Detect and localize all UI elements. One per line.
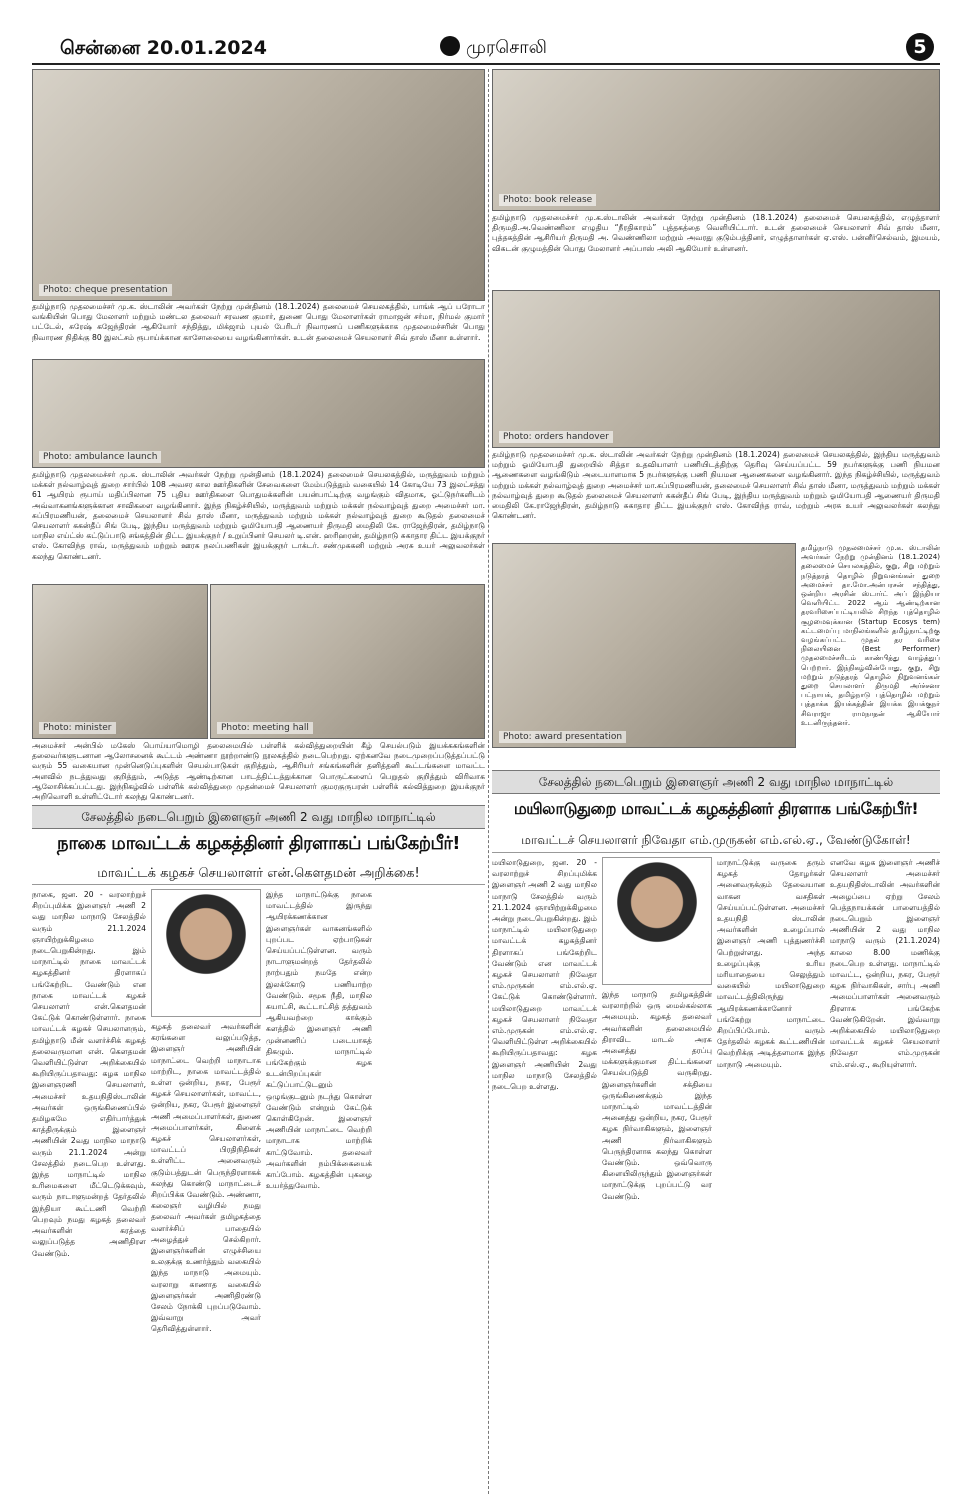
left-story-column-1: நாகை, ஜன. 20 - வரலாற்றுச் சிறப்புமிக்க இளைஞர் அணி 2 வது மாநில மாநாடு சேலத்தில் வரும் 21.1.2024 ஞாயிற்றுக்கிழமை நடைபெறுகின்றது. இம் மாநாட்டில் நாகை மாவட்டக் கழகத்தினர் திரளாகப் பங்கேற்றிட வேண்டும் என நாகை மாவட்டக் கழகச் செயலாளர் என்.கௌதமன் கேட்டுக் கொண்டுள்ளார். நாகை மாவட்டக் கழகச் செயலாளரும், தமிழ்நாடு மீன் வளர்ச்சிக் கழகத் தலைவருமான என். கௌதமன் வெளியிட்டுள்ள அறிக்கையில் கூறியிருப்பதாவது: கழக மாநில இளைஞரணி செயலாளர், அமைச்சர் உதயநிதிஸ்டாலின் அவர்கள் ஒருங்கிணைப்பில் தமிழகமே எதிர்பார்த்துக் காத்திருக்கும் இளைஞர் அணியின் 2வது மாநில மாநாடு வரும் 21.1.2024 அன்று சேலத்தில் நடைபெற உள்ளது. இந்த மாநாட்டில் மாநில உரிமைகளை மீட்டெடுக்கவும், வரும் நாடாளுமன்றத் தேர்தலில் இந்தியா கூட்டணி வெற்றி பெறவும் நமது கழகத் தலைவர் அவர்களின் கரத்தை வலுப்படுத்த அணிதிரள வேண்டும். bbox=[32, 890, 146, 1258]
caption-ambulance-launch: தமிழ்நாடு முதலமைச்சர் மு.க. ஸ்டாலின் அவர்கள் நேற்று முன்தினம் (18.1.2024) தலைமைச் செயலகத்தில், மருத்துவம் மற்றும் மக்கள் நல்வாழ்வுத் துறை சார்பில் 108 அவசர கால ஊர்திகளின் சேவைகளை மேம்படுத்தும் வகையில் 14 கோடியே 73 இலட்சத்து 61 ஆயிரம் ரூபாய் மதிப்பிலான 75 புதிய ஊர்திகளை பொதுமக்களின் பயன்பாட்டிற்கு வழங்கும் விதமாக, ஓட்டுநர்களிடம் அவ்வாகனங்களுக்கான சாவிகளை வழங்கினார். இந்த நிகழ்ச்சியில், மருத்துவம் மற்றும் மக்கள் நல்வாழ்வுத் துறை அமைச்சர் மா. சுப்பிரமணியன், தலைமைச் செயலாளர் சிவ் தாஸ் மீனா, மருத்துவம் மற்றும் மக்கள் நல்வாழ்வுத் துறை கூடுதல் தலைமைச் செயலாளர் ககன்தீப் சிங் பேடி, இந்திய மருத்துவம் மற்றும் ஓமியோபதி ஆணையர் திருமதி மைதிலி கே. ராஜேந்திரன், தமிழ்நாடு மாநில எய்ட்ஸ் கட்டுப்பாடு சங்கத்தின் திட்ட இயக்குநர் / உறுப்பினர் செயலர் டி.என். ஹரிஹரன், தமிழ்நாடு சுகாதார திட்ட இயக்குநர் எஸ். கோவிந்த ராவ், மருத்துவம் மற்றும் ஊரக நலப்பணிகள் இயக்குநர் டாக்டர். சண்முககனி மற்றும் அரசு உயர் அலுவலர்கள் கலந்து கொண்டனர். bbox=[32, 470, 485, 561]
photo-ambulance-launch: Photo: ambulance launch bbox=[32, 359, 485, 468]
photo-book-release: Photo: book release bbox=[492, 69, 940, 211]
left-story-column-4 bbox=[377, 889, 485, 1494]
left-story-portrait bbox=[151, 889, 261, 1017]
city-date: சென்னை 20.01.2024 bbox=[60, 37, 267, 59]
right-story-portrait bbox=[602, 857, 712, 985]
right-story-column-4: எனவே கழக இளைஞர் அணிச் செயலாளர் அமைச்சர் உதயநிதிஸ்டாலின் அவர்களின் அழைப்பை ஏற்று சேலம் பெத்தநாயக்கன் பாளையத்தில் நடைபெறும் இளைஞர் அணியின் 2 வது மாநில மாநாடு வரும் (21.1.2024) காலை 8.00 மணிக்கு நடைபெற உள்ளது. மாநாட்டில் மாவட்ட, ஒன்றிய, நகர, பேரூர் கழக நிர்வாகிகள், சார்பு அணி அமைப்பாளர்கள் அனைவரும் திரளாக பங்கேற்க வேண்டுகிறேன். இவ்வாறு அறிக்கையில் மயிலாடுதுறை மாவட்டக் கழகச் செயலாளர் நிவேதா எம்.முருகன் எம்.எல்.ஏ., கூறியுள்ளார். bbox=[830, 858, 940, 1069]
right-story-column-2: இந்த மாநாடு தமிழகத்தின் வரலாற்றில் ஒரு மைல்கல்லாக அமையும். கழகத் தலைவர் அவர்களின் தலைமையில் திராவிட மாடல் அரசு அனைத்து தரப்பு மக்களுக்குமான திட்டங்களை செயல்படுத்தி வருகிறது. இளைஞர்களின் சக்தியை ஒருங்கிணைக்கும் இந்த மாநாட்டில் மாவட்டத்தின் அனைத்து ஒன்றிய, நகர, பேரூர் கழக நிர்வாகிகளும், இளைஞர் அணி நிர்வாகிகளும் பெருந்திரளாக கலந்து கொள்ள வேண்டும். ஒவ்வொரு கிளையிலிருந்தும் இளைஞர்கள் மாநாட்டுக்கு புறப்பட்டு வர வேண்டும். bbox=[602, 990, 712, 1201]
right-story-column-1: மயிலாடுதுறை, ஜன. 20 - வரலாற்றுச் சிறப்புமிக்க இளைஞர் அணி 2 வது மாநில மாநாடு சேலத்தில் வரும் 21.1.2024 ஞாயிற்றுக்கிழமை அன்று நடைபெறுகின்றது. இம் மாநாட்டில் மயிலாடுதுறை மாவட்டக் கழகத்தினர் திரளாகப் பங்கேற்றிட வேண்டும் என மாவட்டக் கழகச் செயலாளர் நிவேதா எம்.முருகன் எம்.எல்.ஏ. கேட்டுக் கொண்டுள்ளார். மயிலாடுதுறை மாவட்டக் கழகச் செயலாளர் நிவேதா எம்.முருகன் எம்.எல்.ஏ. வெளியிட்டுள்ள அறிக்கையில் கூறியிருப்பதாவது: கழக இளைஞர் அணியின் 2வது மாநில மாநாடு சேலத்தில் நடைபெற உள்ளது. bbox=[492, 858, 597, 1092]
right-story-subhead: மாவட்டச் செயலாளர் நிவேதா எம்.முருகன் எம்.எல்.ஏ., வேண்டுகோள்! bbox=[521, 833, 911, 847]
header-rule bbox=[32, 63, 940, 65]
masthead-title: முரசொலி bbox=[466, 37, 547, 58]
right-story-kicker: சேலத்தில் நடைபெறும் இளைஞர் அணி 2 வது மாநில மாநாட்டில் bbox=[538, 775, 894, 789]
caption-book-release: தமிழ்நாடு முதலமைச்சர் மு.க.ஸ்டாலின் அவர்கள் நேற்று முன்தினம் (18.1.2024) தலைமைச் செயலகத்தில், எழுத்தாளர் திருமதி.அ.வெண்ணிலா எழுதிய “நீரதிகாரம்” புத்தகத்தை வெளியிட்டார். உடன் தலைமைச் செயலாளர் சிவ் தாஸ் மீனா, புத்தகத்தின் ஆசிரியர் திருமதி அ. வெண்ணிலா மற்றும் அவரது குடும்பத்தினர், எழுத்தாளர்கள் ஏ.எஸ். பன்னீர்செல்வம், இமயம், விகடன் குழுமத்தின் பொது மேலாளர் அப்பாஸ் அலி ஆகியோர் உள்ளனர். bbox=[492, 213, 940, 253]
left-story-column-3: இந்த மாநாட்டுக்கு நாகை மாவட்டத்தில் இருந்து ஆயிரக்கணக்கான இளைஞர்கள் வாகனங்களில் புறப்பட ஏற்பாடுகள் செய்யப்பட்டுள்ளன. வரும் நாடாளுமன்றத் தேர்தலில் நாற்பதும் நமதே என்ற இலக்கோடு பணியாற்ற வேண்டும். சமூக நீதி, மாநில சுயாட்சி, கூட்டாட்சித் தத்துவம் ஆகியவற்றை காக்கும் களத்தில் இளைஞர் அணி முன்னணிப் படையாகத் திகழும். மாநாட்டில் பங்கேற்கும் கழக உடன்பிறப்புகள் கட்டுப்பாட்டுடனும் ஒழுங்குடனும் நடந்து கொள்ள வேண்டும் என்றும் கேட்டுக் கொள்கிறேன். இளைஞர் அணியின் மாநாட்டை வெற்றி மாநாடாக மாற்றிக் காட்டுவோம். தலைவர் அவர்களின் நம்பிக்கையைக் காப்போம். கழகத்தின் புகழை உயர்த்துவோம். bbox=[266, 890, 372, 1191]
left-story-subhead: மாவட்டக் கழகச் செயலாளர் என்.கௌதமன் அறிக்கை! bbox=[97, 866, 420, 881]
caption-cheque-presentation: தமிழ்நாடு முதலமைச்சர் மு.க. ஸ்டாலின் அவர்கள் நேற்று முன்தினம் (18.1.2024) தலைமைச் செயலகத்தில், பாங்க் ஆப் பரோடா வங்கியின் பொது மேலாளர் மற்றும் மண்டல தலைவர் சரவண குமார், துணை பொது மேலாளர்கள் ராமாஜன் சர்மா, நிர்மல் குமார் பட்டேல், சுரேஷ் கஜேந்திரன் ஆகியோர் சந்தித்து, மிக்ஜாம் புயல் பேரிடர் நிவாரணப் பணிகளுக்காக முதலமைச்சரின் பொது நிவாரண நிதிக்கு 80 இலட்சம் ரூபாய்க்கான காசோலையை வழங்கினார்கள். உடன் தலைமைச் செயலாளர் சிவ் தாஸ் மீனா உள்ளார். bbox=[32, 302, 485, 342]
left-story-headline: நாகை மாவட்டக் கழகத்தினர் திரளாகப் பங்கேற்பீர்! bbox=[56, 833, 460, 854]
left-story-kicker: சேலத்தில் நடைபெறும் இளைஞர் அணி 2 வது மாநில மாநாட்டில் bbox=[81, 810, 436, 824]
caption-meeting: அமைச்சர் அன்பில் மகேஸ் பொய்யாமொழி தலைமையில் பள்ளிக் கல்வித்துறையின் கீழ் செயல்படும் இயக்ககங்களின் தலைவர்களுடனான ஆலோசனைக் கூட்டம் அண்ணா நூற்றாண்டு நூலகத்தில் நடைபெற்றது. ஏற்கனவே நடைமுறைப்படுத்தப்பட்டு வரும் 55 வகையான முன்னெடுப்புகளின் செயல்பாடுகள் குறித்தும், ஆசிரியர் சங்கங்களின் தனித்தனி கூட்டங்களை மாவட்ட அளவில் நடத்துவது குறித்தும், அடுத்த ஆண்டிற்கான பாடத்திட்டத்துக்கான பொருட்களைப் பெறுதல் குறித்தும் விரிவாக ஆலோசிக்கப்பட்டது. இந்நிகழ்வில் பள்ளிக் கல்வித்துறை முதன்மைச் செயலாளர் குமரகுருபரன் பள்ளிக் கல்வித்துறை இயக்குநர் அறிவொளி உள்ளிட்டோர் கலந்து கொண்டனர். bbox=[32, 741, 485, 802]
right-story-rule bbox=[492, 852, 940, 853]
left-story-rule bbox=[32, 884, 485, 885]
photo-orders-handover: Photo: orders handover bbox=[492, 290, 940, 448]
left-story-column-2: கழகத் தலைவர் அவர்களின் கரங்களை வலுப்படுத்த, இளைஞர் அணியின் மாநாட்டை வெற்றி மாநாடாக மாற்றிட, நாகை மாவட்டத்தில் உள்ள ஒன்றிய, நகர, பேரூர் கழகச் செயலாளர்கள், மாவட்ட, ஒன்றிய, நகர, பேரூர் இளைஞர் அணி அமைப்பாளர்கள், துணை அமைப்பாளர்கள், கிளைக் கழகச் செயலாளர்கள், மாவட்டப் பிரதிநிதிகள் உள்ளிட்ட அனைவரும் குடும்பத்துடன் பெருந்திரளாகக் கலந்து கொண்டு மாநாட்டைச் சிறப்பிக்க வேண்டும். அண்ணா, கலைஞர் வழியில் நமது தலைவர் அவர்கள் தமிழகத்தை வளர்ச்சிப் பாதையில் அழைத்துச் செல்கிறார். இளைஞர்களின் எழுச்சியை உலகுக்கு உணர்த்தும் வகையில் இந்த மாநாடு அமையும். வரலாறு காணாத வகையில் இளைஞர்கள் அணிதிரண்டு சேலம் நோக்கி புறப்படுவோம். இவ்வாறு அவர் தெரிவித்துள்ளார். bbox=[151, 1022, 261, 1334]
right-story-headline: மயிலாடுதுறை மாவட்டக் கழகத்தினர் திரளாக பங்கேற்பீர்! bbox=[513, 799, 919, 818]
column-divider bbox=[488, 69, 489, 1494]
page-header bbox=[0, 0, 972, 66]
photo-cheque-presentation: Photo: cheque presentation bbox=[32, 69, 485, 301]
caption-award-presentation: தமிழ்நாடு முதலமைச்சர் மு.க. ஸ்டாலின் அவர்கள் நேற்று முன்தினம் (18.1.2024) தலைமைச் செயலகத்தில், குறு, சிறு மற்றும் நடுத்தரத் தொழில் நிறுவனங்கள் துறை அமைச்சர் தா.மோ.அன்பரசன் சந்தித்து, ஒன்றிய அரசின் ஸ்டார்ட் அப் இந்தியா வெளியிட்ட 2022 ஆம் ஆண்டிற்கான தரவரிசைப்பட்டியலில் சிறந்த புத்தொழில் சூழமைவுக்கான (Startup Ecosys tem) கட்டமைப்பு மாநிலங்களில் தமிழ்நாட்டிற்கு வழங்கப்பட்ட முதல் தர வரிசை நிலையினை (Best Performer) முதலமைச்சரிடம் காண்பித்து வாழ்த்துப் பெற்றார். இந்நிகழ்வின்போது, குறு, சிறு மற்றும் நடுத்தரத் தொழில் நிறுவனங்கள் துறை செயலாளர் திருமதி அர்ச்சனா பட்நாயக், தமிழ்நாடு புத்தொழில் மற்றும் புத்தாக்க இயக்கத்தின் இயக்க இயக்குநர் சிவராஜா ராமநாதன் ஆகியோர் உடனிருந்தனர். bbox=[801, 543, 940, 727]
caption-orders-handover: தமிழ்நாடு முதலமைச்சர் மு.க. ஸ்டாலின் அவர்கள் நேற்று முன்தினம் (18.1.2024) தலைமைச் செயலகத்தில், இந்திய மருத்துவம் மற்றும் ஓமியோபதி துறையில் சித்தா உதவியாளர் பணியிடத்திற்கு தெரிவு செய்யப்பட்ட 59 நபர்களுக்கு பணி நியமன ஆணைகளை வழங்கிடும் அடையாளமாக 5 நபர்களுக்கு பணி நியமன ஆணைகளை வழங்கினார். இந்த நிகழ்ச்சியில், மருத்துவம் மற்றும் மக்கள் நல்வாழ்வுத் துறை அமைச்சர் மா.சுப்பிரமணியன், தலைமைச் செயலாளர் சிவ் தாஸ் மீனா, மருத்துவம் மற்றும் மக்கள் நல்வாழ்வுத் துறை கூடுதல் தலைமைச் செயலாளர் ககன்தீப் சிங் பேடி, இந்திய மருத்துவம் மற்றும் ஓமியோபதி ஆணையர் திருமதி மைதிலி கே.ராஜேந்திரன், தமிழ்நாடு சுகாதார திட்ட இயக்குநர் எஸ். கோவிந்த ராவ், மற்றும் அரசு உயர் அலுவலர்கள் கலந்து கொண்டனர். bbox=[492, 450, 940, 521]
photo-minister-portrait: Photo: minister bbox=[32, 584, 208, 739]
photo-meeting-hall: Photo: meeting hall bbox=[210, 584, 485, 739]
photo-award-presentation: Photo: award presentation bbox=[492, 543, 796, 748]
right-story-column-3: மாநாட்டுக்கு வருகை தரும் கழகத் தோழர்கள் அனைவருக்கும் தேவையான வாகன வசதிகள் செய்யப்பட்டுள்ளன. அமைச்சர் உதயநிதி ஸ்டாலின் அவர்களின் உழைப்பால் இளைஞர் அணி புத்துணர்ச்சி பெற்றுள்ளது. அந்த உழைப்புக்கு உரிய மரியாதையை செலுத்தும் வகையில் மயிலாடுதுறை மாவட்டத்திலிருந்து ஆயிரக்கணக்கானோர் பங்கேற்று மாநாட்டை சிறப்பிப்போம். வரும் தேர்தலில் கழகக் கூட்டணியின் வெற்றிக்கு அடித்தளமாக இந்த மாநாடு அமையும். bbox=[717, 858, 825, 1069]
masthead-emblem-icon bbox=[440, 36, 460, 56]
page-number: 5 bbox=[906, 33, 934, 61]
